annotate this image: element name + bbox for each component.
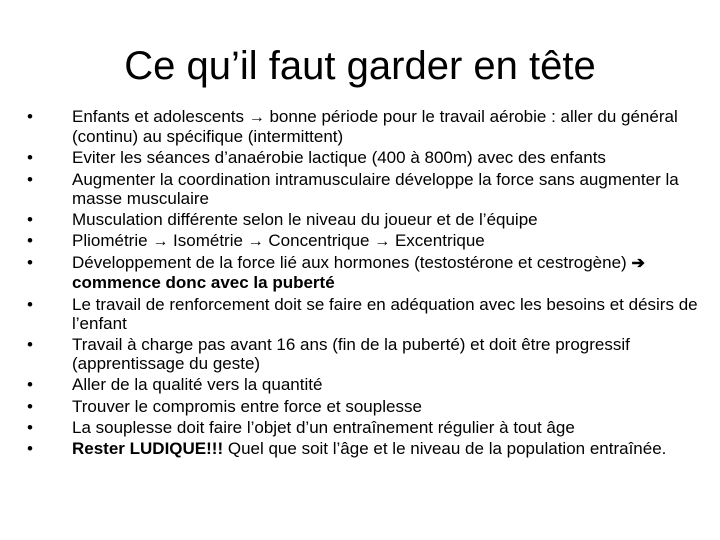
bullet-item-anaerobic — [27, 148, 707, 167]
bullet-item-compromis — [27, 397, 707, 416]
bullet-text-part: bonne période pour le travail aérobie : aller du général (continu) au spécifique (intermittent) — [72, 107, 678, 146]
bullet-text: Travail à charge pas avant 16 ans (fin de la puberté) et doit être progressif (apprentissage du geste) — [72, 335, 630, 374]
bullet-text-part: Pliométrie — [72, 231, 153, 251]
bullet-icon: • — [27, 107, 33, 126]
bullet-icon: • — [27, 396, 33, 416]
bullet-icon: • — [27, 148, 33, 168]
bullet-item-qualite — [27, 375, 707, 394]
bullet-text-part: Isométrie — [168, 231, 248, 251]
bullet-text: Le travail de renforcement doit se faire en adéquation avec les besoins et désirs de l’enfant — [72, 294, 698, 333]
bullet-icon: • — [27, 335, 33, 355]
bullet-text: Musculation différente selon le niveau du joueur et de l’équipe — [72, 209, 538, 229]
bullet-text-emphasis: commence donc avec la puberté — [72, 273, 335, 293]
bullet-text-part: Quel que soit l’âge et le niveau de la population entraînée. — [223, 439, 667, 459]
bullet-icon: • — [27, 375, 33, 395]
bullet-text-emphasis: Rester LUDIQUE!!! — [72, 439, 224, 459]
arrow-right-icon: → — [247, 233, 264, 251]
bullet-text-part: Développement de la force lié aux hormones (testostérone et cestrogène) — [72, 253, 632, 273]
bullet-icon: • — [27, 294, 33, 314]
bullet-item-progression — [27, 231, 707, 251]
bullet-text: Trouver le compromis entre force et souplesse — [72, 396, 422, 416]
bullet-text-part: Enfants et adolescents — [72, 107, 249, 126]
bullet-item-renforcement — [27, 295, 707, 333]
bullet-icon: • — [27, 209, 33, 229]
arrow-right-icon: → — [152, 233, 169, 251]
bullet-text-part: Concentrique — [263, 231, 375, 251]
arrow-right-icon: → — [248, 109, 265, 126]
bullet-text: Aller de la qualité vers la quantité — [72, 375, 323, 395]
bullet-text: La souplesse doit faire l’objet d’un entraînement régulier à tout âge — [72, 417, 575, 437]
bullet-icon: • — [27, 231, 33, 251]
bullet-item-ludique — [27, 439, 707, 458]
bullet-text: Eviter les séances d’anaérobie lactique (400 à 800m) avec des enfants — [72, 148, 606, 168]
bullet-icon: • — [27, 439, 33, 459]
bullet-icon: • — [27, 253, 33, 273]
slide-title: Ce qu’il faut garder en tête — [124, 44, 596, 88]
bullet-item-hormones — [27, 253, 707, 292]
bullet-text: Augmenter la coordination intramusculaire développe la force sans augmenter la masse musculaire — [72, 169, 679, 208]
bullet-item-coordination — [27, 170, 707, 208]
bullet-icon: • — [27, 417, 33, 437]
bullet-text-part: Excentrique — [390, 231, 485, 251]
bullet-icon: • — [27, 169, 33, 189]
bullet-item-musculation — [27, 210, 707, 229]
bullet-list — [27, 107, 707, 461]
arrow-right-icon: → — [374, 233, 391, 251]
bullet-item-charge — [27, 335, 707, 373]
bullet-item-aerobic — [27, 107, 707, 146]
bullet-item-souplesse — [27, 418, 707, 437]
bold-arrow-right-icon: ➔ — [631, 255, 645, 273]
